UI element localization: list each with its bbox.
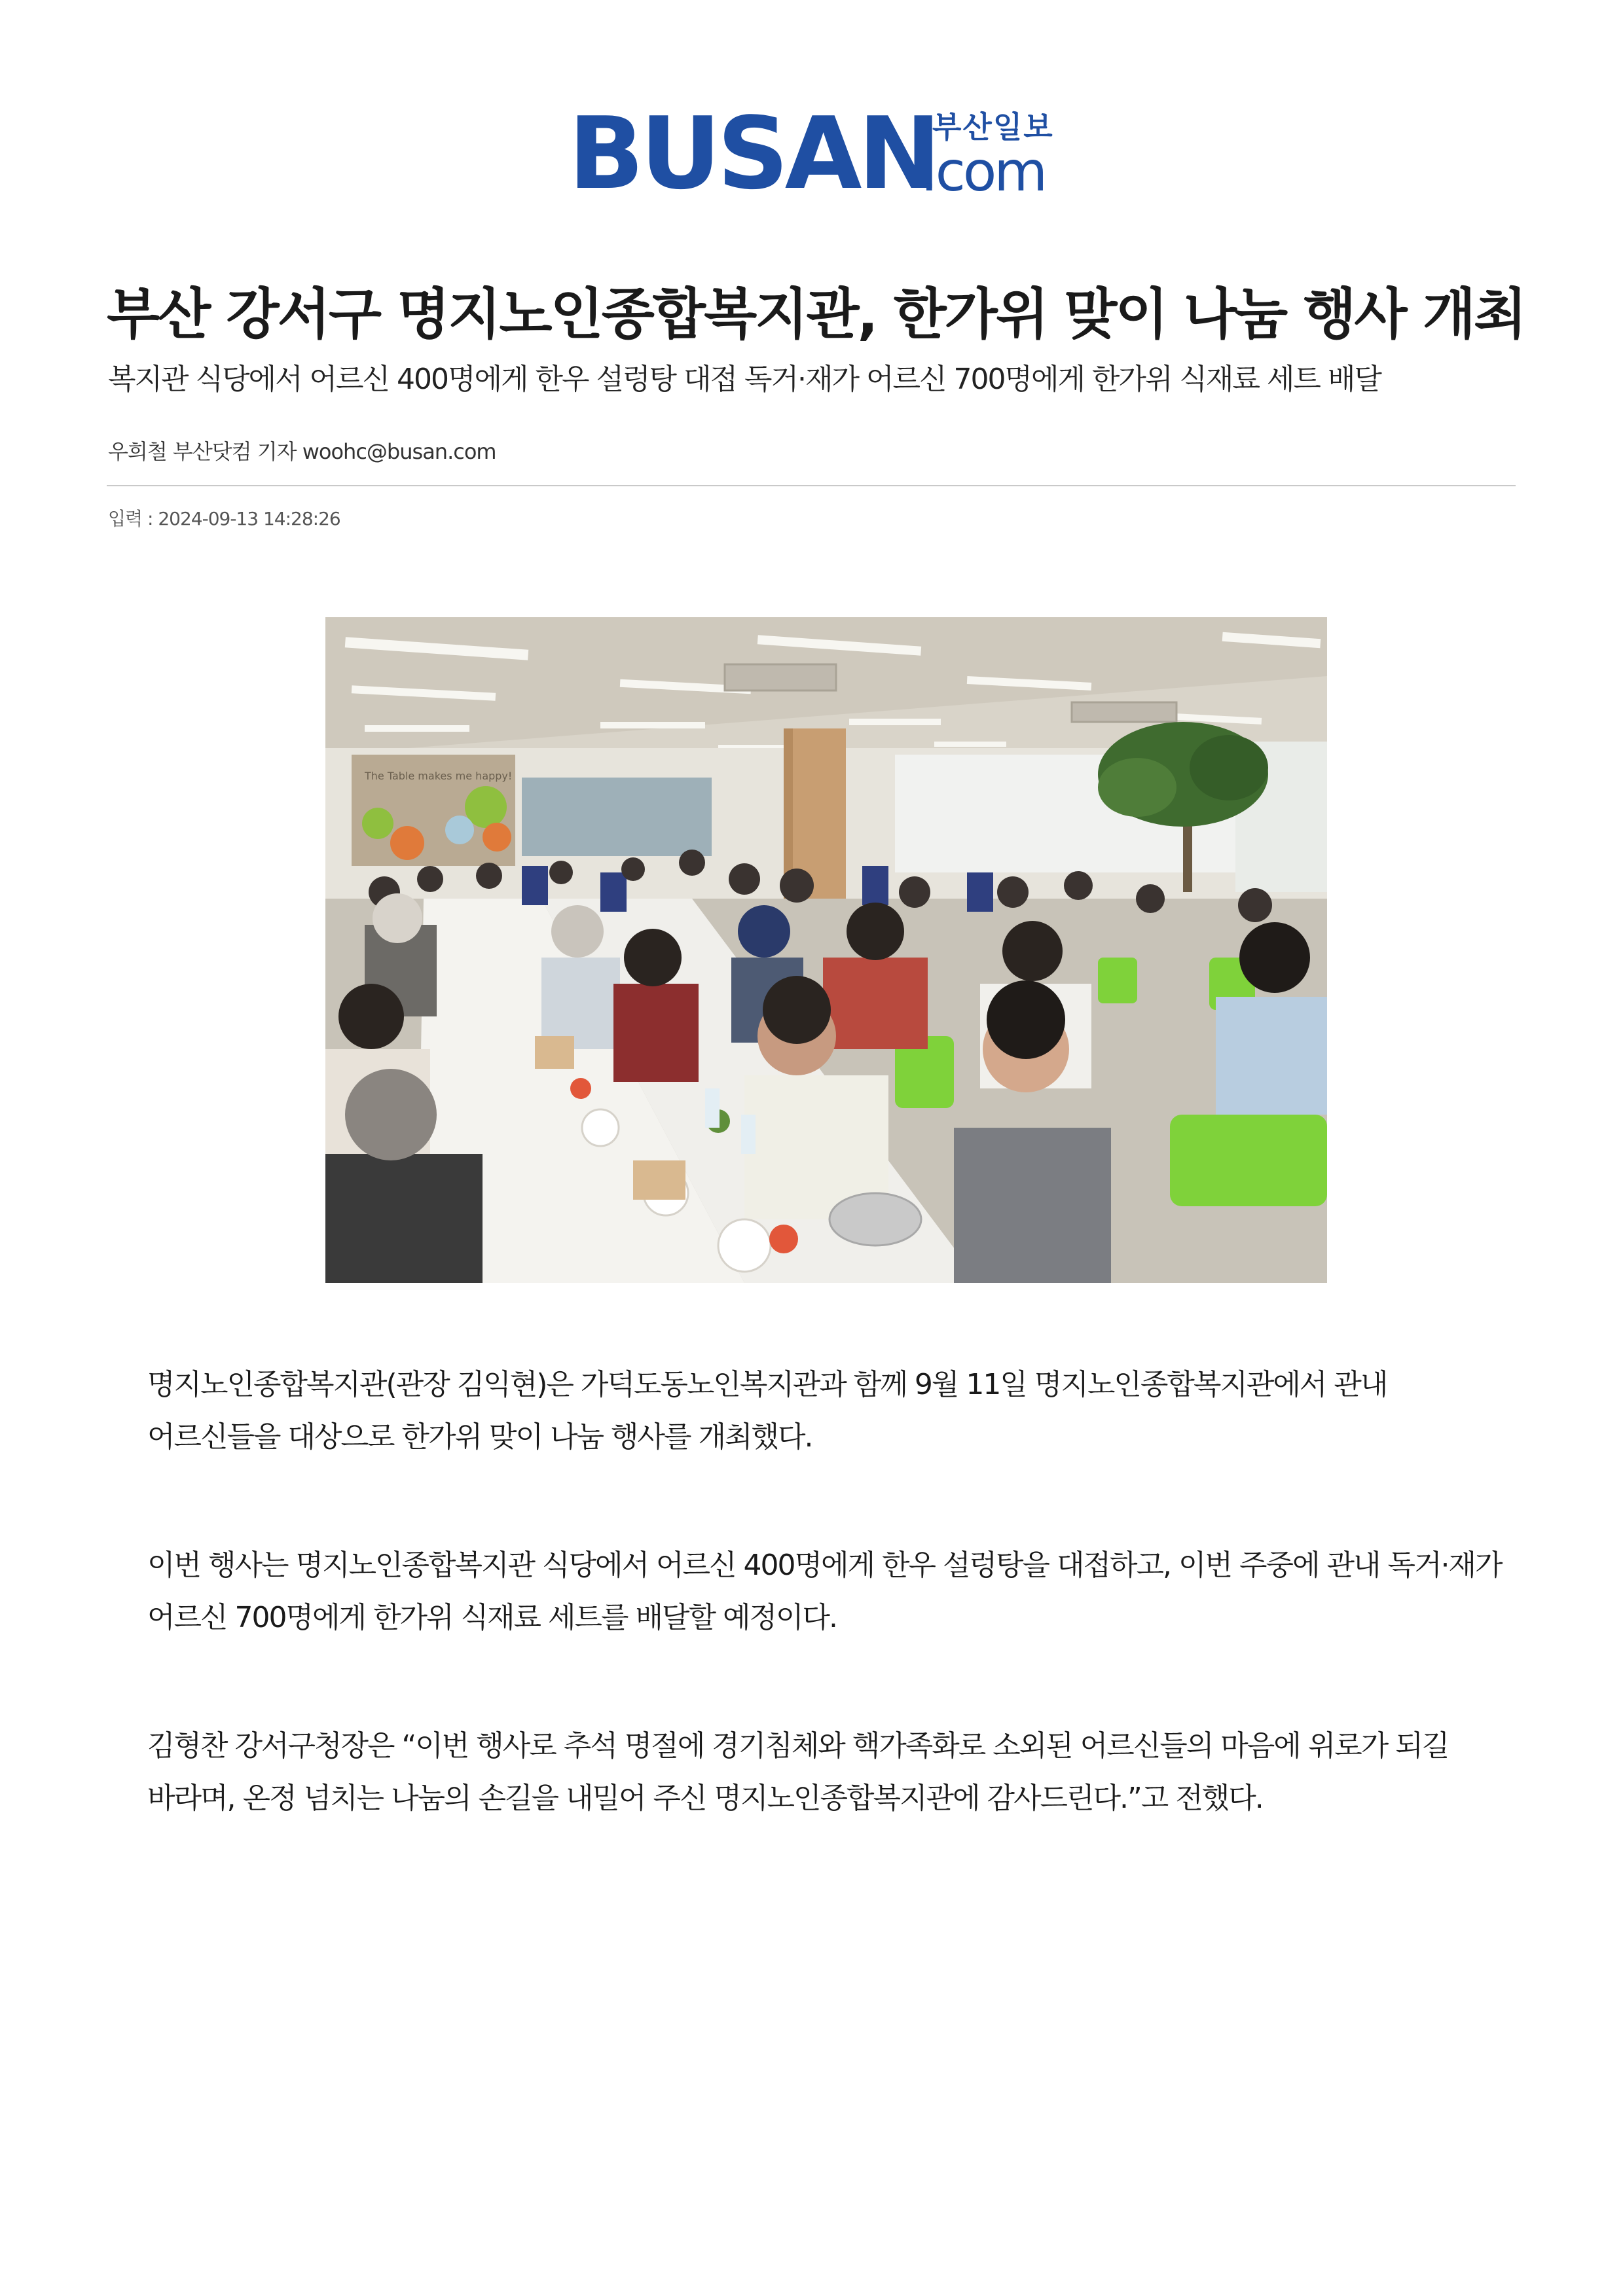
- article-title: 부산 강서구 명지노인종합복지관, 한가위 맞이 나눔 행사 개최: [107, 282, 1525, 346]
- article-paragraph-2: 이번 행사는 명지노인종합복지관 식당에서 어르신 400명에게 한우 설렁탕을 대접하고, 이번 주중에 관내 독거·재가 어르신 700명에게 한가위 식재료 세트를 배달할 예정이다.: [147, 1549, 1502, 1634]
- article-subtitle: 복지관 식당에서 어르신 400명에게 한우 설렁탕 대접 독거·재가 어르신 700명에게 한가위 식재료 세트 배달: [108, 363, 1381, 396]
- article-body: [147, 1359, 1503, 1901]
- busan-com-logo[interactable]: [568, 96, 1066, 211]
- photo-wall-sign: The Table makes me happy!: [365, 770, 513, 782]
- header-divider: [107, 485, 1516, 486]
- article-photo: [325, 617, 1327, 1283]
- logo-domain-wordmark: .com: [921, 139, 1046, 204]
- article-paragraph-1: 명지노인종합복지관(관장 김익현)은 가덕도동노인복지관과 함께 9월 11일 명지노인종합복지관에서 관내 어르신들을 대상으로 한가위 맞이 나눔 행사를 개최했다.: [147, 1368, 1387, 1454]
- logo-busan-wordmark: BUSAN: [568, 96, 938, 211]
- article-dateline: 입력 : 2024-09-13 14:28:26: [108, 508, 340, 529]
- article-paragraph-3: 김형찬 강서구청장은 “이번 행사로 추석 명절에 경기침체와 핵가족화로 소외된 어르신들의 마음에 위로가 되길 바라며, 온정 넘치는 나눔의 손길을 내밀어 주신 명지노인종합복지관에 감사드린다.”고 전했다.: [147, 1729, 1449, 1815]
- logo-korean-wordmark: 부산일보: [932, 109, 1054, 145]
- article-byline: 우희철 부산닷컴 기자 woohc@busan.com: [108, 439, 496, 464]
